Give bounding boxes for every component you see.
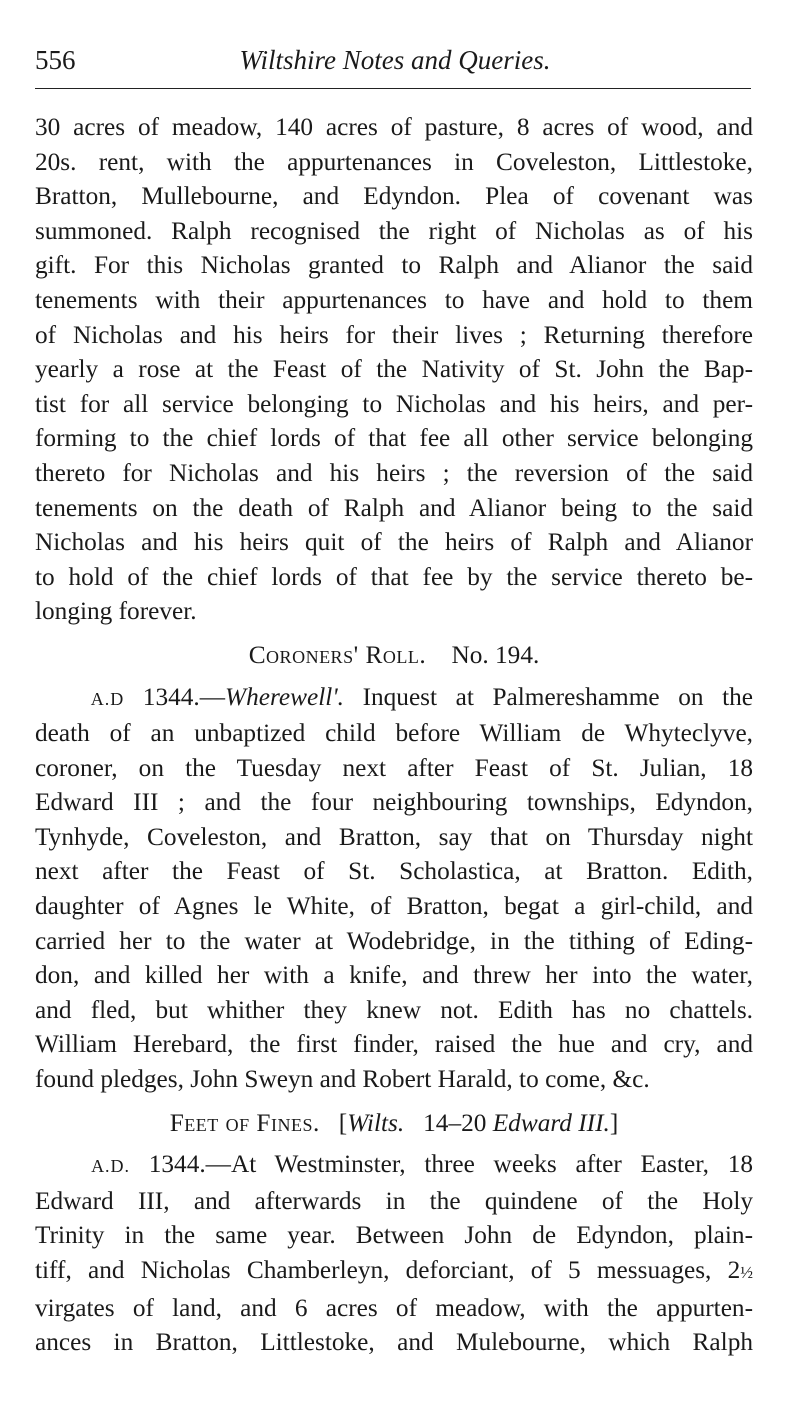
text-line: gift. For this Nicholas granted to Ralph and Alianor the said bbox=[35, 251, 753, 280]
text-line: and fled, but whither they knew not. Edith has no chattels. bbox=[35, 995, 753, 1024]
text-line: daughter of Agnes le White, of Bratton, begat a girl-child, and bbox=[35, 892, 753, 921]
text-line: found pledges, John Sweyn and Robert Harald, to come, &c. bbox=[35, 1065, 650, 1094]
text-line: forming to the chief lords of that fee all other service belonging bbox=[35, 424, 753, 453]
text-line: longing forever. bbox=[35, 597, 197, 626]
body-text bbox=[35, 110, 753, 1360]
text-line: 30 acres of meadow, 140 acres of pasture, 8 acres of wood, and bbox=[35, 113, 753, 141]
header-rule bbox=[35, 88, 751, 89]
paragraph-covenant bbox=[35, 110, 753, 629]
running-title: Wiltshire Notes and Queries. bbox=[239, 45, 551, 75]
heading-number: No. 194. bbox=[451, 640, 540, 669]
text-line: Edward III ; and the four neighbouring townships, Edyndon, bbox=[35, 788, 753, 817]
heading-title: Coroners' Roll. bbox=[248, 640, 427, 669]
text-line: 20s. rent, with the appurtenances in Coveleston, Littlestoke, bbox=[35, 147, 753, 176]
year: 1344.— bbox=[142, 682, 226, 711]
text-line: thereto for Nicholas and his heirs ; the reversion of the said bbox=[35, 458, 753, 487]
text-line: Trinity in the same year. Between John de Edyndon, plain- bbox=[35, 1221, 753, 1250]
line-rest: 1344.—At Westminster, three weeks after Easter, 18 bbox=[148, 1150, 753, 1179]
text-line: William Herebard, the first finder, raised the hue and cry, and bbox=[35, 1030, 753, 1059]
page-number: 556 bbox=[35, 45, 76, 75]
text-line bbox=[35, 1147, 753, 1184]
date-abbrev: A.D. bbox=[91, 1156, 131, 1177]
heading-title: Feet of Fines. bbox=[169, 1108, 320, 1137]
date-abbrev: A.D bbox=[90, 688, 125, 709]
text-line: Bratton, Mullebourne, and Edyndon. Plea of covenant was bbox=[35, 182, 753, 211]
text-line: coroner, on the Tuesday next after Feast of St. Julian, 18 bbox=[35, 753, 753, 782]
text-line bbox=[35, 1253, 753, 1291]
text-line: Edward III, and afterwards in the quindene of the Holy bbox=[35, 1186, 753, 1215]
heading-reign: Edward III. bbox=[492, 1108, 610, 1137]
text-line: to hold of the chief lords of that fee by the service thereto be- bbox=[35, 562, 753, 591]
paragraph-fine bbox=[35, 1147, 753, 1360]
text-line: next after the Feast of St. Scholastica, at Bratton. Edith, bbox=[35, 857, 753, 886]
heading-range: 14–20 bbox=[423, 1108, 487, 1137]
text-line: tenements with their appurtenances to have and hold to them bbox=[35, 285, 753, 314]
text-line: Nicholas and his heirs quit of the heirs of Ralph and Alianor bbox=[35, 528, 753, 557]
text-line bbox=[35, 680, 753, 717]
text-line: of Nicholas and his heirs for their lives ; Returning therefore bbox=[35, 320, 753, 349]
text-line: virgates of land, and 6 acres of meadow, with the appurten- bbox=[35, 1293, 753, 1322]
running-head bbox=[35, 40, 755, 80]
text-line: death of an unbaptized child before William de Whyteclyve, bbox=[35, 719, 753, 748]
section-heading-feet-of-fines bbox=[35, 1106, 753, 1141]
line-rest: Inquest at Palmereshamme on the bbox=[362, 682, 753, 711]
bracket-open: [ bbox=[338, 1108, 348, 1137]
text-line: yearly a rose at the Feast of the Nativity of St. John the Bap- bbox=[35, 355, 753, 384]
place-name: Wherewell'. bbox=[225, 682, 344, 711]
section-heading-coroners-roll bbox=[35, 638, 753, 673]
text-line: tenements on the death of Ralph and Alianor being to the said bbox=[35, 493, 753, 522]
text-line: tist for all service belonging to Nicholas and his heirs, and per- bbox=[35, 389, 753, 418]
paragraph-inquest bbox=[35, 680, 753, 1097]
text-line: don, and killed her with a knife, and threw her into the water, bbox=[35, 961, 753, 990]
fraction: ½ bbox=[740, 1263, 753, 1282]
line-text: tiff, and Nicholas Chamberleyn, deforciant, of 5 messuages, 2 bbox=[35, 1256, 741, 1284]
bracket-close: ] bbox=[609, 1108, 619, 1137]
text-line: carried her to the water at Wodebridge, in the tithing of Eding- bbox=[35, 926, 753, 955]
heading-source: Wilts. bbox=[347, 1108, 405, 1137]
text-line: summoned. Ralph recognised the right of Nicholas as of his bbox=[35, 216, 753, 245]
text-line: Tynhyde, Coveleston, and Bratton, say that on Thursday night bbox=[35, 822, 753, 851]
text-line: ances in Bratton, Littlestoke, and Mulebourne, which Ralph bbox=[35, 1328, 753, 1357]
